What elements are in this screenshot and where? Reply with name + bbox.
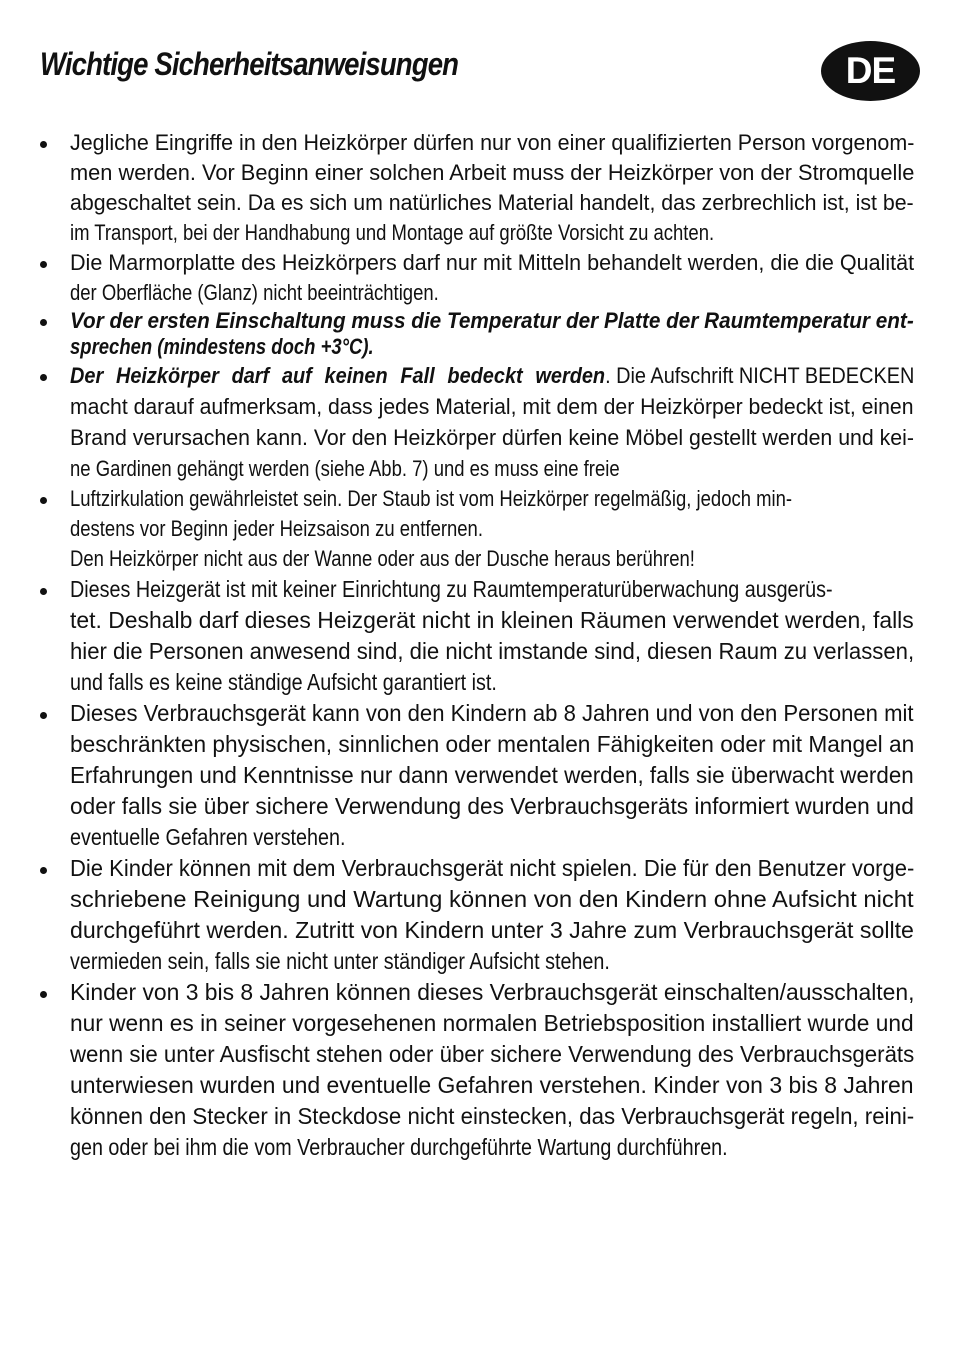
instruction-line: Die Kinder können mit dem Verbrauchsgerät nicht spielen. Die für den Benutzer vorge- bbox=[70, 855, 915, 881]
list-item bbox=[36, 248, 914, 308]
instruction-line: abgeschaltet sein. Da es sich um natürliches Material handelt, das zerbrechlich ist, ist be- bbox=[70, 190, 914, 215]
list-item bbox=[36, 308, 914, 360]
bullet-icon bbox=[40, 991, 47, 998]
instruction-line: beschränkten physischen, sinnlichen oder mentalen Fähigkeiten oder mit Mangel an bbox=[70, 731, 915, 757]
bullet-icon bbox=[40, 712, 47, 719]
instruction-line: sprechen (mindestens doch +3°C). bbox=[70, 334, 374, 359]
instruction-line: Dieses Heizgerät ist mit keiner Einrichtung zu Raumtemperaturüberwachung ausgerüs- bbox=[70, 576, 833, 602]
instruction-line: und falls es keine ständige Aufsicht garantiert ist. bbox=[70, 669, 497, 695]
bullet-icon bbox=[40, 588, 47, 595]
emphasized-warning: Der Heizkörper darf auf keinen Fall bedeckt werden bbox=[70, 363, 606, 388]
instruction-line: durchgeführt werden. Zutritt von Kindern unter 3 Jahre zum Verbrauchsgerät sollte bbox=[70, 917, 914, 943]
list-item bbox=[36, 853, 914, 977]
instruction-line: unterwiesen wurden und eventuelle Gefahren verstehen. Kinder von 3 bis 8 Jahren bbox=[70, 1072, 914, 1098]
list-item bbox=[36, 977, 914, 1163]
instruction-line: eventuelle Gefahren verstehen. bbox=[70, 824, 346, 850]
instruction-line: Jegliche Eingriffe in den Heizkörper dürfen nur von einer qualifizierten Person vorgenom- bbox=[70, 130, 915, 155]
instruction-line: tet. Deshalb darf dieses Heizgerät nicht in kleinen Räumen verwendet werden, falls bbox=[70, 607, 914, 633]
list-item bbox=[36, 698, 914, 853]
instruction-line: Die Marmorplatte des Heizkörpers darf nur mit Mitteln behandelt werden, die die Qualität bbox=[70, 250, 915, 275]
instruction-line: hier die Personen anwesend sind, die nicht imstande sind, diesen Raum zu verlassen, bbox=[70, 638, 915, 664]
instruction-line: Vor der ersten Einschaltung muss die Temperatur der Platte der Raumtemperatur ent- bbox=[70, 308, 914, 333]
instruction-line: destens vor Beginn jeder Heizsaison zu entfernen. bbox=[70, 516, 483, 541]
instruction-line: der Oberfläche (Glanz) nicht beeinträchtigen. bbox=[70, 280, 439, 305]
instruction-line: nur wenn es in seiner vorgesehenen normalen Betriebsposition installiert wurde und bbox=[70, 1010, 914, 1036]
instruction-line: im Transport, bei der Handhabung und Montage auf größte Vorsicht zu achten. bbox=[70, 220, 715, 245]
instruction-line: macht darauf aufmerksam, dass jedes Material, mit dem der Heizkörper bedeckt ist, einen bbox=[70, 394, 914, 419]
bullet-icon bbox=[40, 497, 47, 504]
instruction-line: oder falls sie über sichere Verwendung des Verbrauchsgeräts informiert wurden und bbox=[70, 793, 914, 819]
instruction-line: Dieses Verbrauchsgerät kann von den Kindern ab 8 Jahren und von den Personen mit bbox=[70, 700, 914, 726]
list-item bbox=[36, 360, 914, 484]
bullet-icon bbox=[40, 319, 47, 326]
bullet-icon bbox=[40, 261, 47, 268]
instruction-line: schriebene Reinigung und Wartung können von den Kindern ohne Aufsicht nicht bbox=[70, 886, 914, 912]
page-title: Wichtige Sicherheitsanweisungen bbox=[40, 46, 459, 82]
instruction-line: Den Heizkörper nicht aus der Wanne oder aus der Dusche heraus berühren! bbox=[70, 546, 695, 571]
instruction-line: Erfahrungen und Kenntnisse nur dann verwendet werden, falls sie überwacht werden bbox=[70, 762, 914, 788]
list-item bbox=[36, 574, 914, 698]
bullet-icon bbox=[40, 374, 47, 381]
instruction-line: vermieden sein, falls sie nicht unter ständiger Aufsicht stehen. bbox=[70, 948, 610, 974]
instruction-line: Luftzirkulation gewährleistet sein. Der Staub ist vom Heizkörper regelmäßig, jedoch min- bbox=[70, 486, 793, 511]
safety-instructions-list bbox=[36, 128, 914, 1163]
instruction-line: Kinder von 3 bis 8 Jahren können dieses Verbrauchsgerät einschalten/ausschalten, bbox=[70, 979, 915, 1005]
instruction-line: men werden. Vor Beginn einer solchen Arbeit muss der Heizkörper von der Stromquelle bbox=[70, 160, 915, 185]
instruction-line: Der Heizkörper darf auf keinen Fall bedeckt werden. Die Aufschrift NICHT BEDECKEN bbox=[70, 363, 915, 388]
instruction-line: gen oder bei ihm die vom Verbraucher durchgeführte Wartung durchführen. bbox=[70, 1134, 728, 1160]
list-item bbox=[36, 128, 914, 248]
instruction-line: wenn sie unter Ausfischt stehen oder über sichere Verwendung des Verbrauchsgeräts bbox=[70, 1041, 915, 1067]
language-badge: DE bbox=[821, 41, 920, 101]
instruction-line: Brand verursachen kann. Vor den Heizkörper dürfen keine Möbel gestellt werden und kei- bbox=[70, 425, 914, 450]
list-item bbox=[36, 484, 914, 574]
instruction-line: können den Stecker in Steckdose nicht einstecken, das Verbrauchsgerät regeln, reini- bbox=[70, 1103, 915, 1129]
bullet-icon bbox=[40, 867, 47, 874]
instruction-line: ne Gardinen gehängt werden (siehe Abb. 7) und es muss eine freie bbox=[70, 456, 620, 481]
bullet-icon bbox=[40, 141, 47, 148]
